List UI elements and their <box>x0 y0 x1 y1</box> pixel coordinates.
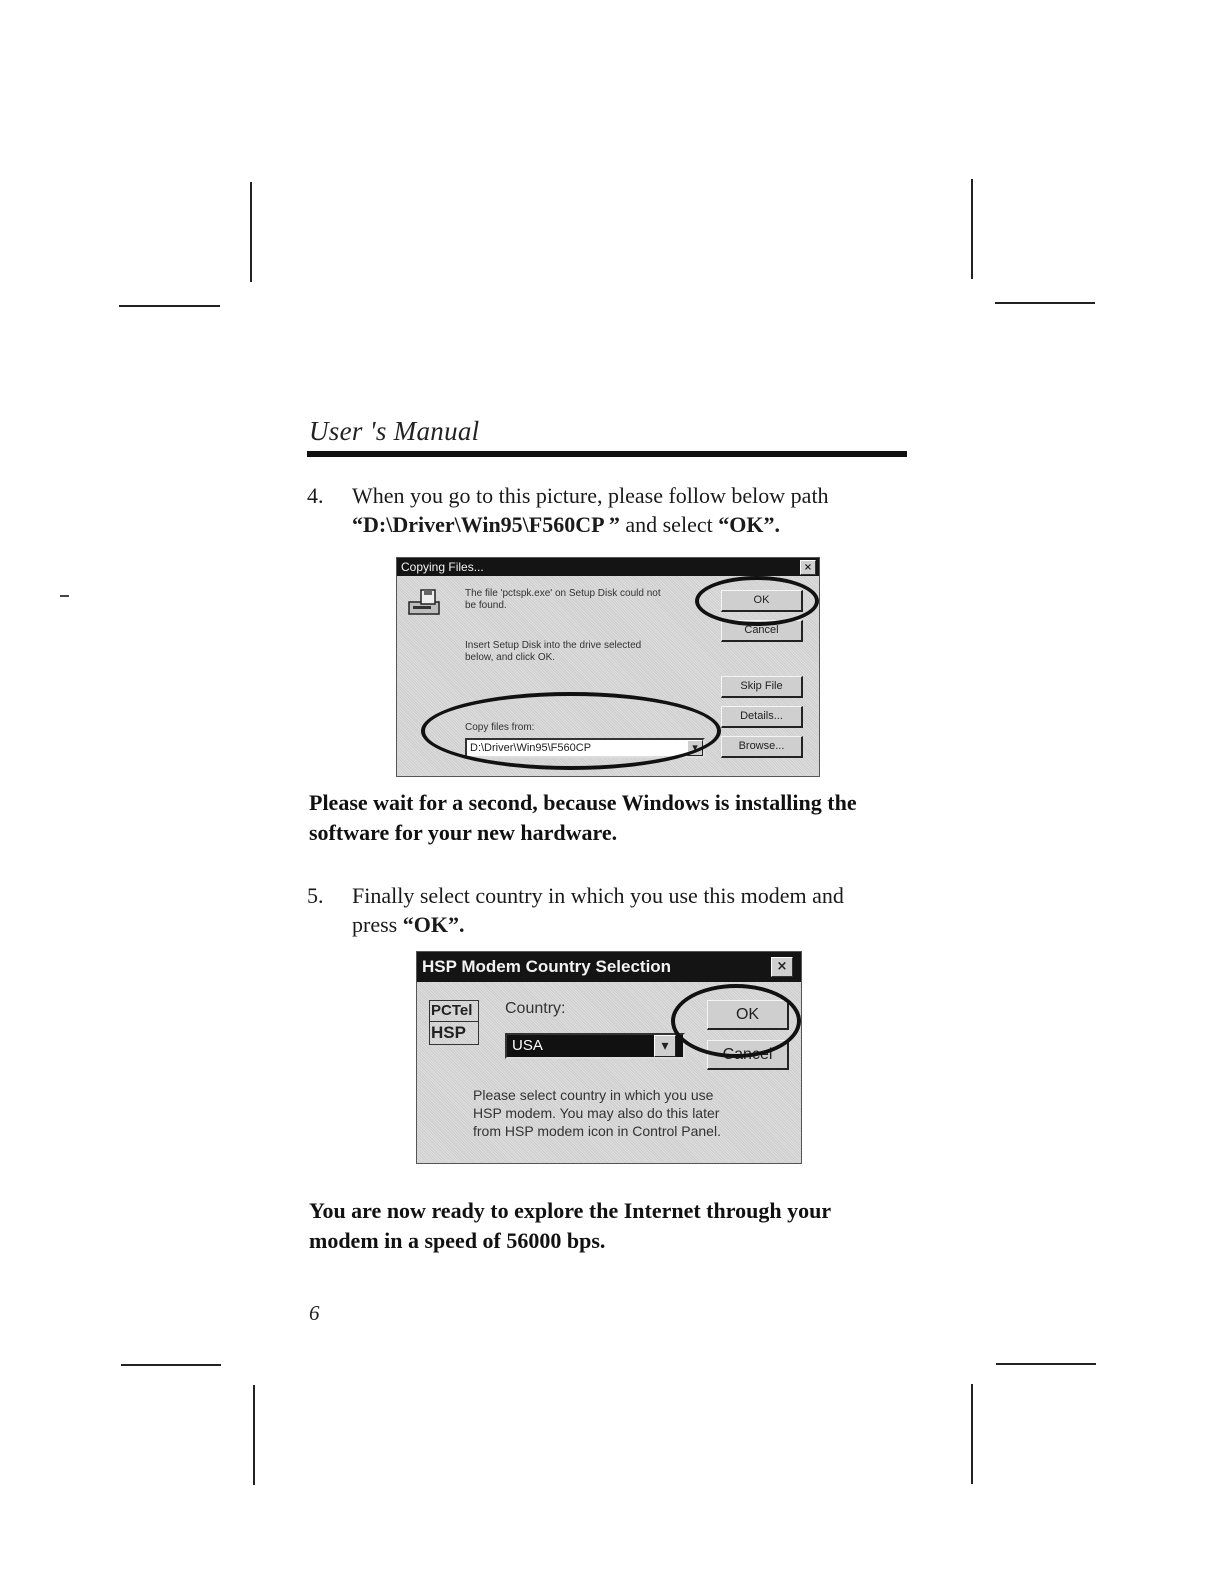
crop-mark <box>971 1384 973 1484</box>
dialog-titlebar <box>417 952 801 982</box>
step-number: 5. <box>307 883 324 908</box>
ok-button[interactable]: OK <box>707 1000 789 1030</box>
ready-note: You are now ready to explore the Internet through your modem in a speed of 56000 bps. <box>309 1198 832 1253</box>
step-5 <box>307 881 907 941</box>
step-text <box>352 481 829 539</box>
copy-from-value: D:\Driver\Win95\F560CP <box>470 742 592 754</box>
page-number: 6 <box>309 1301 320 1325</box>
close-button[interactable]: × <box>800 560 816 575</box>
chevron-down-icon[interactable]: ▾ <box>654 1035 676 1057</box>
disk-drive-icon <box>407 588 443 618</box>
logo-bottom-text: HSP <box>429 1022 479 1045</box>
crop-mark <box>121 1364 221 1366</box>
crop-mark <box>995 302 1095 304</box>
insert-disk-message: Insert Setup Disk into the drive selected below, and click OK. <box>465 640 642 663</box>
logo-top-text: PCTel <box>429 1000 479 1022</box>
ok-instruction: “OK”. <box>402 912 465 937</box>
step-line-1: Finally select country in which you use this modem and <box>352 883 844 908</box>
skip-file-button[interactable]: Skip File <box>721 676 803 698</box>
country-help-text: Please select country in which you use HSP modem. You may also do this later from HSP modem icon in Control Panel. <box>473 1087 721 1139</box>
step-connector: and select <box>619 512 719 537</box>
driver-path: “D:\Driver\Win95\F560CP ” <box>352 512 620 537</box>
crop-mark <box>971 179 973 279</box>
step-text <box>352 881 844 939</box>
crop-mark <box>996 1363 1096 1365</box>
country-selection-dialog <box>416 951 802 1164</box>
missing-file-message: The file 'pctspk.exe' on Setup Disk could not be found. <box>465 588 661 611</box>
country-label: Country: <box>505 1000 566 1017</box>
step-4 <box>307 481 907 541</box>
step-line-1: When you go to this picture, please follow below path <box>352 483 829 508</box>
crop-mark <box>253 1385 255 1485</box>
stray-mark <box>60 595 69 597</box>
crop-mark <box>119 305 220 307</box>
installing-note: Please wait for a second, because Windows is installing the software for your new hardware. <box>309 790 857 845</box>
browse-button[interactable]: Browse... <box>721 736 803 758</box>
cancel-button[interactable]: Cancel <box>721 620 803 642</box>
ok-instruction: “OK”. <box>718 512 780 537</box>
copying-files-dialog <box>396 557 820 777</box>
copy-from-label: Copy files from: <box>465 722 535 733</box>
close-button[interactable]: × <box>771 957 793 977</box>
dialog-title: HSP Modem Country Selection <box>422 957 672 976</box>
details-button[interactable]: Details... <box>721 706 803 728</box>
step-connector: press <box>352 912 403 937</box>
header-rule <box>307 451 907 457</box>
ok-button[interactable]: OK <box>721 590 803 612</box>
running-header: User 's Manual <box>309 416 480 446</box>
chevron-down-icon[interactable]: ▾ <box>687 740 703 756</box>
cancel-button[interactable]: Cancel <box>707 1040 789 1070</box>
dialog-titlebar <box>397 558 819 576</box>
step-number: 4. <box>307 483 324 508</box>
pctel-hsp-logo <box>429 1000 479 1048</box>
dialog-title: Copying Files... <box>401 560 484 574</box>
crop-mark <box>250 182 252 282</box>
copy-from-combobox[interactable] <box>465 738 705 758</box>
country-value: USA <box>512 1037 543 1054</box>
